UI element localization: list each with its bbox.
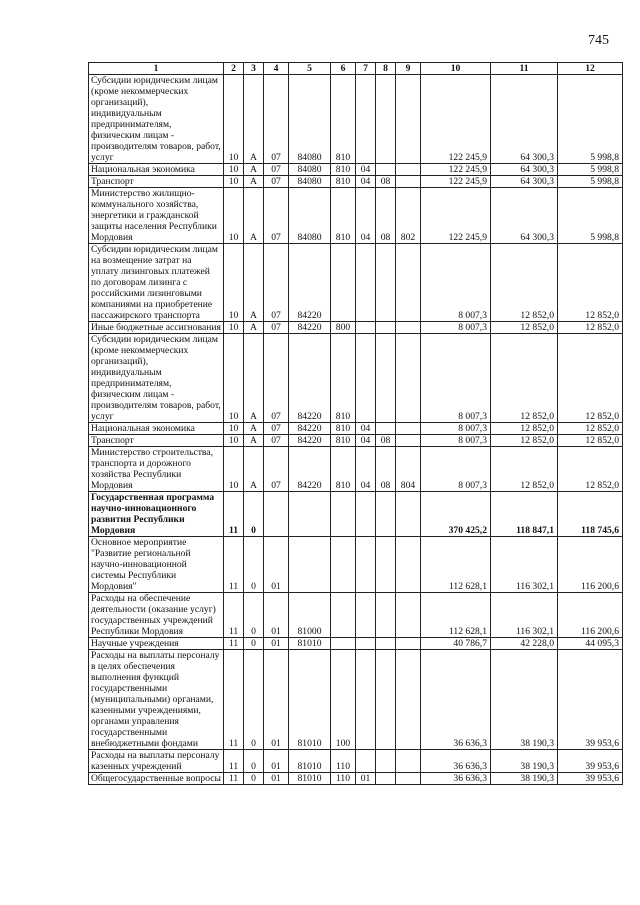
amount-col-11: 64 300,3: [491, 188, 558, 244]
col-7-value: [356, 334, 376, 423]
col-7-value: [356, 537, 376, 593]
col-8-value: 08: [376, 435, 396, 447]
col-2-value: 10: [224, 176, 244, 188]
col-6-value: 800: [331, 322, 356, 334]
amount-col-12: 12 852,0: [558, 435, 623, 447]
col-6-value: 810: [331, 176, 356, 188]
col-9-value: [396, 164, 421, 176]
col-3-value: 0: [244, 650, 264, 750]
col-9-value: [396, 435, 421, 447]
col-2-value: 10: [224, 334, 244, 423]
col-4-value: 01: [264, 750, 289, 773]
col-9-value: [396, 650, 421, 750]
col-8-value: [376, 164, 396, 176]
amount-col-11: 118 847,1: [491, 492, 558, 537]
col-2-value: 11: [224, 537, 244, 593]
col-5-value: 84220: [289, 435, 331, 447]
col-2-value: 10: [224, 188, 244, 244]
col-9-value: [396, 492, 421, 537]
col-8-value: 08: [376, 447, 396, 492]
amount-col-12: 116 200,6: [558, 537, 623, 593]
col-4-value: 07: [264, 176, 289, 188]
col-3-value: 0: [244, 593, 264, 638]
col-7-value: [356, 75, 376, 164]
col-8-value: [376, 322, 396, 334]
amount-col-11: 12 852,0: [491, 435, 558, 447]
col-3-value: А: [244, 176, 264, 188]
amount-col-12: 39 953,6: [558, 773, 623, 785]
row-name: Общегосударственные вопросы: [89, 773, 224, 785]
col-6-value: [331, 638, 356, 650]
col-7-value: [356, 650, 376, 750]
col-5-value: 84220: [289, 322, 331, 334]
col-4-value: 07: [264, 447, 289, 492]
col-7-value: 04: [356, 423, 376, 435]
col-4-value: 07: [264, 75, 289, 164]
amount-col-10: 36 636,3: [421, 773, 491, 785]
amount-col-12: 5 998,8: [558, 176, 623, 188]
col-3-value: А: [244, 435, 264, 447]
table-row: [89, 164, 623, 176]
col-3-value: А: [244, 75, 264, 164]
col-6-value: [331, 244, 356, 322]
budget-table: [88, 62, 623, 785]
amount-col-11: 38 190,3: [491, 650, 558, 750]
col-7-value: [356, 322, 376, 334]
col-7-value: [356, 244, 376, 322]
col-6-value: [331, 492, 356, 537]
col-9-value: [396, 773, 421, 785]
header-cell: 7: [356, 63, 376, 75]
col-8-value: [376, 593, 396, 638]
col-8-value: [376, 244, 396, 322]
col-2-value: 11: [224, 492, 244, 537]
col-5-value: 84080: [289, 188, 331, 244]
col-8-value: [376, 75, 396, 164]
col-5-value: 81010: [289, 650, 331, 750]
col-7-value: 04: [356, 447, 376, 492]
amount-col-10: 112 628,1: [421, 593, 491, 638]
col-9-value: [396, 322, 421, 334]
col-5-value: 84220: [289, 334, 331, 423]
amount-col-12: 12 852,0: [558, 322, 623, 334]
amount-col-12: 12 852,0: [558, 423, 623, 435]
col-3-value: 0: [244, 638, 264, 650]
col-8-value: [376, 423, 396, 435]
row-name: Транспорт: [89, 176, 224, 188]
col-4-value: 07: [264, 423, 289, 435]
col-5-value: 84080: [289, 75, 331, 164]
row-name: Государственная программа научно-инновационного развития Республики Мордовия: [89, 492, 224, 537]
amount-col-10: 8 007,3: [421, 423, 491, 435]
col-5-value: 84080: [289, 164, 331, 176]
col-6-value: 810: [331, 334, 356, 423]
table-body: [89, 75, 623, 785]
table-row: [89, 322, 623, 334]
row-name: Субсидии юридическим лицам (кроме некоммерческих организаций), индивидуальным предпринимателям, физическим лицам - производителям товаров, работ, услуг: [89, 334, 224, 423]
col-7-value: 04: [356, 176, 376, 188]
table-row: [89, 638, 623, 650]
col-3-value: А: [244, 188, 264, 244]
header-cell: 10: [421, 63, 491, 75]
col-6-value: 810: [331, 423, 356, 435]
col-6-value: 110: [331, 773, 356, 785]
col-9-value: [396, 537, 421, 593]
col-3-value: А: [244, 423, 264, 435]
col-9-value: [396, 334, 421, 423]
col-5-value: 84220: [289, 423, 331, 435]
col-5-value: 81000: [289, 593, 331, 638]
col-5-value: 84220: [289, 447, 331, 492]
col-5-value: [289, 492, 331, 537]
row-name: Министерство жилищно-коммунального хозяйства, энергетики и гражданской защиты населения Республики Мордовия: [89, 188, 224, 244]
col-4-value: 07: [264, 435, 289, 447]
col-5-value: 84220: [289, 244, 331, 322]
amount-col-10: 370 425,2: [421, 492, 491, 537]
col-9-value: [396, 750, 421, 773]
amount-col-11: 116 302,1: [491, 593, 558, 638]
header-cell: 11: [491, 63, 558, 75]
col-7-value: [356, 638, 376, 650]
col-4-value: 01: [264, 638, 289, 650]
col-6-value: 810: [331, 435, 356, 447]
row-name: Расходы на выплаты персоналу казенных учреждений: [89, 750, 224, 773]
col-2-value: 10: [224, 164, 244, 176]
col-4-value: 07: [264, 244, 289, 322]
table-row: [89, 423, 623, 435]
col-3-value: А: [244, 447, 264, 492]
col-4-value: 07: [264, 188, 289, 244]
table-row: [89, 773, 623, 785]
col-4-value: 01: [264, 773, 289, 785]
col-2-value: 11: [224, 650, 244, 750]
col-2-value: 10: [224, 423, 244, 435]
table-row: [89, 176, 623, 188]
col-8-value: 08: [376, 176, 396, 188]
col-3-value: 0: [244, 492, 264, 537]
col-4-value: 01: [264, 593, 289, 638]
table-row: [89, 447, 623, 492]
col-8-value: [376, 750, 396, 773]
row-name: Расходы на выплаты персоналу в целях обеспечения выполнения функций государственными (муниципальными) органами, казенными учреждениями, органами управления государственными внебюджетными фондами: [89, 650, 224, 750]
header-cell: 1: [89, 63, 224, 75]
header-cell: 6: [331, 63, 356, 75]
col-5-value: 81010: [289, 750, 331, 773]
header-cell: 12: [558, 63, 623, 75]
col-3-value: А: [244, 334, 264, 423]
col-6-value: 810: [331, 75, 356, 164]
col-4-value: 07: [264, 164, 289, 176]
amount-col-10: 122 245,9: [421, 176, 491, 188]
col-2-value: 11: [224, 593, 244, 638]
amount-col-10: 36 636,3: [421, 750, 491, 773]
amount-col-10: 8 007,3: [421, 447, 491, 492]
col-9-value: [396, 176, 421, 188]
amount-col-12: 5 998,8: [558, 188, 623, 244]
col-4-value: 07: [264, 322, 289, 334]
col-7-value: [356, 593, 376, 638]
amount-col-11: 38 190,3: [491, 750, 558, 773]
col-9-value: [396, 423, 421, 435]
col-6-value: 810: [331, 164, 356, 176]
row-name: Расходы на обеспечение деятельности (оказание услуг) государственных учреждений Республики Мордовия: [89, 593, 224, 638]
col-6-value: [331, 593, 356, 638]
col-4-value: 01: [264, 537, 289, 593]
amount-col-12: 39 953,6: [558, 650, 623, 750]
col-9-value: [396, 244, 421, 322]
amount-col-12: 12 852,0: [558, 244, 623, 322]
amount-col-12: 12 852,0: [558, 334, 623, 423]
col-7-value: [356, 492, 376, 537]
col-8-value: [376, 650, 396, 750]
col-3-value: А: [244, 244, 264, 322]
col-8-value: [376, 638, 396, 650]
col-3-value: 0: [244, 537, 264, 593]
col-8-value: [376, 334, 396, 423]
amount-col-10: 36 636,3: [421, 650, 491, 750]
col-8-value: [376, 492, 396, 537]
amount-col-11: 12 852,0: [491, 244, 558, 322]
col-5-value: 84080: [289, 176, 331, 188]
amount-col-12: 12 852,0: [558, 447, 623, 492]
col-5-value: [289, 537, 331, 593]
row-name: Национальная экономика: [89, 423, 224, 435]
row-name: Иные бюджетные ассигнования: [89, 322, 224, 334]
header-cell: 5: [289, 63, 331, 75]
col-8-value: [376, 537, 396, 593]
amount-col-12: 44 095,3: [558, 638, 623, 650]
col-7-value: 01: [356, 773, 376, 785]
amount-col-11: 64 300,3: [491, 164, 558, 176]
col-2-value: 10: [224, 435, 244, 447]
col-7-value: [356, 750, 376, 773]
table-row: [89, 537, 623, 593]
amount-col-11: 12 852,0: [491, 334, 558, 423]
amount-col-12: 5 998,8: [558, 164, 623, 176]
col-9-value: [396, 638, 421, 650]
col-2-value: 10: [224, 447, 244, 492]
table-row: [89, 593, 623, 638]
amount-col-12: 39 953,6: [558, 750, 623, 773]
amount-col-11: 42 228,0: [491, 638, 558, 650]
col-5-value: 81010: [289, 638, 331, 650]
table-row: [89, 244, 623, 322]
col-2-value: 10: [224, 75, 244, 164]
header-cell: 8: [376, 63, 396, 75]
col-6-value: 110: [331, 750, 356, 773]
table-row: [89, 188, 623, 244]
col-9-value: [396, 593, 421, 638]
col-9-value: [396, 75, 421, 164]
row-name: Основное мероприятие "Развитие региональной научно-инновационной системы Республики Мордовия": [89, 537, 224, 593]
col-2-value: 10: [224, 244, 244, 322]
table-row: [89, 75, 623, 164]
amount-col-10: 122 245,9: [421, 164, 491, 176]
amount-col-10: 8 007,3: [421, 435, 491, 447]
row-name: Субсидии юридическим лицам на возмещение затрат на уплату лизинговых платежей по договорам лизинга с российскими лизинговыми компаниями на приобретение пассажирского транспорта: [89, 244, 224, 322]
table-row: [89, 750, 623, 773]
amount-col-11: 64 300,3: [491, 176, 558, 188]
amount-col-11: 116 302,1: [491, 537, 558, 593]
amount-col-12: 116 200,6: [558, 593, 623, 638]
col-3-value: А: [244, 164, 264, 176]
header-cell: 3: [244, 63, 264, 75]
col-3-value: 0: [244, 773, 264, 785]
amount-col-11: 38 190,3: [491, 773, 558, 785]
col-9-value: 804: [396, 447, 421, 492]
col-7-value: 04: [356, 435, 376, 447]
amount-col-12: 118 745,6: [558, 492, 623, 537]
col-6-value: 810: [331, 188, 356, 244]
amount-col-10: 8 007,3: [421, 244, 491, 322]
amount-col-10: 40 786,7: [421, 638, 491, 650]
row-name: Национальная экономика: [89, 164, 224, 176]
col-2-value: 11: [224, 750, 244, 773]
table-row: [89, 334, 623, 423]
col-4-value: 07: [264, 334, 289, 423]
table-row: [89, 492, 623, 537]
col-8-value: 08: [376, 188, 396, 244]
col-4-value: 01: [264, 650, 289, 750]
col-8-value: [376, 773, 396, 785]
header-cell: 9: [396, 63, 421, 75]
col-7-value: 04: [356, 164, 376, 176]
amount-col-10: 112 628,1: [421, 537, 491, 593]
row-name: Научные учреждения: [89, 638, 224, 650]
amount-col-10: 8 007,3: [421, 322, 491, 334]
col-3-value: А: [244, 322, 264, 334]
page-number: 745: [588, 33, 609, 48]
col-9-value: 802: [396, 188, 421, 244]
col-7-value: 04: [356, 188, 376, 244]
amount-col-11: 12 852,0: [491, 322, 558, 334]
amount-col-11: 12 852,0: [491, 447, 558, 492]
amount-col-11: 12 852,0: [491, 423, 558, 435]
col-6-value: 810: [331, 447, 356, 492]
amount-col-12: 5 998,8: [558, 75, 623, 164]
row-name: Министерство строительства, транспорта и дорожного хозяйства Республики Мордовия: [89, 447, 224, 492]
col-2-value: 10: [224, 322, 244, 334]
col-6-value: [331, 537, 356, 593]
col-4-value: [264, 492, 289, 537]
col-2-value: 11: [224, 773, 244, 785]
amount-col-10: 8 007,3: [421, 334, 491, 423]
amount-col-10: 122 245,9: [421, 75, 491, 164]
table-header: [89, 63, 623, 75]
table-row: [89, 435, 623, 447]
table-row: [89, 650, 623, 750]
amount-col-10: 122 245,9: [421, 188, 491, 244]
col-2-value: 11: [224, 638, 244, 650]
header-cell: 2: [224, 63, 244, 75]
row-name: Субсидии юридическим лицам (кроме некоммерческих организаций), индивидуальным предпринимателям, физическим лицам - производителям товаров, работ, услуг: [89, 75, 224, 164]
header-cell: 4: [264, 63, 289, 75]
col-5-value: 81010: [289, 773, 331, 785]
col-3-value: 0: [244, 750, 264, 773]
col-6-value: 100: [331, 650, 356, 750]
row-name: Транспорт: [89, 435, 224, 447]
amount-col-11: 64 300,3: [491, 75, 558, 164]
